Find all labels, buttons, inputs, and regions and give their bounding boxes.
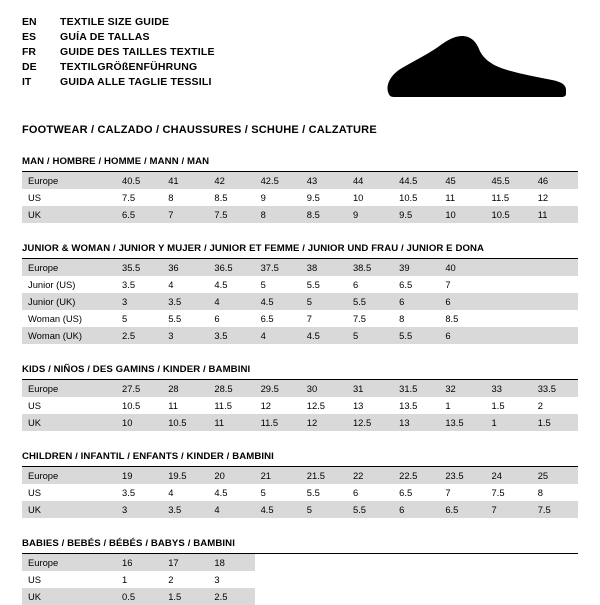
size-cell: 8	[537, 487, 543, 498]
size-cell: 3	[162, 327, 208, 344]
language-code: FR	[22, 46, 36, 58]
size-cell: 8.5	[301, 206, 347, 223]
size-cell: 7	[445, 279, 451, 290]
table-row	[22, 571, 578, 588]
size-cell: 5	[301, 501, 347, 518]
size-cell: 10.5	[162, 414, 208, 431]
size-cell	[532, 554, 578, 571]
size-cell	[255, 588, 301, 605]
language-title: GUÍA DE TALLAS	[60, 31, 150, 43]
size-cell: 7.5	[532, 501, 578, 518]
size-cell: 38	[301, 259, 347, 276]
table-row	[22, 189, 578, 206]
table-row	[22, 501, 578, 518]
size-cell: 5	[347, 327, 393, 344]
size-cell: 5.5	[306, 279, 320, 290]
size-cell: 46	[532, 172, 578, 189]
size-cell: 12.5	[347, 414, 393, 431]
size-cell: 39	[393, 259, 439, 276]
size-cell: 40	[439, 259, 485, 276]
size-cell: 1	[122, 574, 128, 585]
size-cell: 21.5	[301, 467, 347, 484]
size-cell: 4	[255, 327, 301, 344]
size-cell: 1.5	[491, 400, 505, 411]
table-row	[22, 397, 578, 414]
size-cell: 8	[255, 206, 301, 223]
size-cell: 3.5	[162, 501, 208, 518]
size-cell: 40.5	[116, 172, 162, 189]
table-row	[22, 484, 578, 501]
size-cell: 28.5	[208, 380, 254, 397]
size-cell: 6.5	[399, 487, 413, 498]
group-title: MAN / HOMBRE / HOMME / MANN / MAN	[22, 156, 210, 167]
size-cell: 6.5	[399, 279, 413, 290]
size-cell: 6	[393, 501, 439, 518]
group-babies	[22, 538, 578, 605]
size-cell: 27.5	[116, 380, 162, 397]
size-cell: 45.5	[486, 172, 532, 189]
size-cell	[532, 571, 578, 588]
language-row	[22, 46, 215, 61]
size-cell: 33.5	[532, 380, 578, 397]
size-cell: 43	[301, 172, 347, 189]
size-cell	[486, 259, 532, 276]
table-row	[22, 327, 578, 344]
row-label: US	[28, 400, 42, 411]
size-cell: 37.5	[255, 259, 301, 276]
size-cell: 13	[393, 414, 439, 431]
language-code: DE	[22, 61, 37, 73]
size-cell: 6.5	[260, 313, 274, 324]
size-cell	[347, 554, 393, 571]
language-row	[22, 16, 215, 31]
footwear-section-title: FOOTWEAR / CALZADO / CHAUSSURES / SCHUHE / CALZATURE	[22, 124, 377, 136]
language-row	[22, 31, 215, 46]
size-cell: 24	[486, 467, 532, 484]
size-cell: 10	[116, 414, 162, 431]
size-table	[22, 380, 578, 431]
size-cell: 4.5	[214, 279, 228, 290]
group-kids	[22, 364, 578, 431]
table-row	[22, 310, 578, 327]
table-row	[22, 467, 578, 484]
size-table	[22, 554, 578, 605]
size-cell: 2.5	[208, 588, 254, 605]
size-cell: 22.5	[393, 467, 439, 484]
row-label: US	[28, 574, 42, 585]
size-cell: 10.5	[122, 400, 141, 411]
group-title: CHILDREN / INFANTIL / ENFANTS / KINDER / BAMBINI	[22, 451, 274, 462]
size-cell: 12	[260, 400, 271, 411]
size-cell: 12.5	[306, 400, 325, 411]
size-cell	[486, 588, 532, 605]
size-cell	[486, 276, 532, 293]
row-label: Woman (US)	[28, 313, 83, 324]
size-cell: 31.5	[393, 380, 439, 397]
language-row	[22, 61, 215, 76]
size-cell: 41	[162, 172, 208, 189]
row-label: Europe	[22, 259, 116, 276]
size-cell: 0.5	[116, 588, 162, 605]
size-cell	[301, 588, 347, 605]
size-cell: 8.5	[445, 313, 459, 324]
size-cell: 44.5	[393, 172, 439, 189]
size-cell: 3	[116, 501, 162, 518]
size-cell	[532, 259, 578, 276]
size-cell: 25	[532, 467, 578, 484]
row-label: Woman (UK)	[22, 327, 116, 344]
size-cell: 11	[445, 192, 456, 203]
group-junior-woman	[22, 243, 578, 344]
size-cell: 4	[168, 487, 174, 498]
size-cell: 3	[116, 293, 162, 310]
row-label: US	[28, 487, 42, 498]
language-row	[22, 76, 215, 91]
row-label: UK	[22, 414, 116, 431]
size-cell: 11	[208, 414, 254, 431]
size-cell: 2	[168, 574, 174, 585]
group-title: BABIES / BEBÉS / BÉBÉS / BABYS / BAMBINI	[22, 538, 235, 549]
size-cell: 6.5	[116, 206, 162, 223]
row-label: Europe	[22, 380, 116, 397]
size-cell: 11.5	[214, 400, 232, 411]
size-cell	[486, 571, 532, 588]
size-cell: 4.5	[301, 327, 347, 344]
row-label: Europe	[22, 172, 116, 189]
size-cell	[532, 310, 578, 327]
size-cell: 12	[301, 414, 347, 431]
row-label: Junior (UK)	[22, 293, 116, 310]
size-cell	[486, 327, 532, 344]
table-row	[22, 554, 578, 571]
size-cell: 7	[306, 313, 312, 324]
table-row	[22, 259, 578, 276]
size-cell: 4	[208, 501, 254, 518]
size-cell: 3.5	[122, 279, 136, 290]
dress-shoe-icon	[380, 30, 570, 104]
table-row	[22, 588, 578, 605]
size-cell: 22	[347, 467, 393, 484]
size-cell: 5	[260, 279, 266, 290]
size-cell: 8	[399, 313, 405, 324]
size-cell: 3.5	[122, 487, 136, 498]
size-cell: 10.5	[399, 192, 418, 203]
size-cell: 5.5	[393, 327, 439, 344]
size-cell	[393, 588, 439, 605]
language-title: GUIDA ALLE TAGLIE TESSILI	[60, 76, 212, 88]
size-cell: 5.5	[347, 293, 393, 310]
size-cell	[301, 571, 347, 588]
table-row	[22, 276, 578, 293]
row-label: UK	[22, 206, 116, 223]
size-cell: 1.5	[162, 588, 208, 605]
group-title: KIDS / NIÑOS / DES GAMINS / KINDER / BAMBINI	[22, 364, 251, 375]
size-cell	[393, 554, 439, 571]
table-row	[22, 206, 578, 223]
size-cell	[255, 554, 301, 571]
size-cell: 6	[352, 279, 359, 290]
table-row	[22, 380, 578, 397]
size-cell: 7.5	[208, 206, 254, 223]
row-label: Europe	[22, 467, 116, 484]
size-cell: 7.5	[352, 313, 366, 324]
size-cell: 17	[162, 554, 208, 571]
size-cell: 9	[347, 206, 393, 223]
size-cell	[301, 554, 347, 571]
size-cell: 4	[168, 279, 174, 290]
size-cell: 11	[168, 400, 178, 411]
size-cell	[439, 571, 485, 588]
size-cell: 3	[214, 574, 220, 585]
size-cell: 8	[168, 192, 174, 203]
size-cell	[532, 588, 578, 605]
size-cell	[486, 293, 532, 310]
size-cell: 1.5	[532, 414, 578, 431]
size-cell: 6	[439, 293, 485, 310]
size-cell	[532, 293, 578, 310]
row-label: UK	[22, 501, 116, 518]
size-cell: 36.5	[208, 259, 254, 276]
size-cell: 13	[352, 400, 364, 411]
size-cell: 6	[352, 487, 359, 498]
language-code: IT	[22, 76, 32, 88]
group-children	[22, 451, 578, 518]
language-title: GUIDE DES TAILLES TEXTILE	[60, 46, 215, 58]
language-code: ES	[22, 31, 37, 43]
size-cell: 7	[486, 501, 532, 518]
table-row	[22, 293, 578, 310]
size-table	[22, 172, 578, 223]
size-cell: 9	[260, 192, 266, 203]
size-cell: 31	[347, 380, 393, 397]
size-cell	[486, 554, 532, 571]
size-cell: 29.5	[255, 380, 301, 397]
size-cell	[439, 554, 485, 571]
size-cell: 6	[214, 313, 220, 324]
size-cell: 44	[347, 172, 393, 189]
size-cell: 18	[208, 554, 254, 571]
size-cell	[255, 571, 301, 588]
size-cell	[486, 310, 532, 327]
size-cell: 7.5	[122, 192, 136, 203]
size-table	[22, 259, 578, 344]
size-cell: 2.5	[116, 327, 162, 344]
size-cell: 9.5	[306, 192, 320, 203]
size-cell: 7.5	[491, 487, 505, 498]
size-table	[22, 467, 578, 518]
size-cell: 42.5	[255, 172, 301, 189]
language-code: EN	[22, 16, 37, 28]
size-cell: 5.5	[168, 313, 182, 324]
size-cell: 5.5	[306, 487, 320, 498]
header	[22, 16, 578, 108]
table-row	[22, 172, 578, 189]
size-cell: 35.5	[116, 259, 162, 276]
size-cell: 4.5	[255, 293, 301, 310]
size-cell: 16	[116, 554, 162, 571]
size-cell: 6	[393, 293, 439, 310]
size-cell: 4.5	[255, 501, 301, 518]
size-cell: 6.5	[439, 501, 485, 518]
size-cell: 23.5	[439, 467, 485, 484]
size-cell: 10.5	[486, 206, 532, 223]
row-label: Junior (US)	[28, 279, 76, 290]
size-cell: 7	[162, 206, 208, 223]
size-cell	[393, 571, 439, 588]
size-cell: 3.5	[208, 327, 254, 344]
size-cell: 11.5	[255, 414, 301, 431]
language-title: TEXTILGRÖßENFÜHRUNG	[60, 61, 198, 73]
size-cell	[347, 571, 393, 588]
size-cell: 32	[439, 380, 485, 397]
size-cell: 4	[208, 293, 254, 310]
size-cell: 12	[537, 192, 549, 203]
size-cell: 13.5	[399, 400, 418, 411]
size-cell: 10	[352, 192, 364, 203]
size-cell: 21	[255, 467, 301, 484]
size-cell: 5	[260, 487, 266, 498]
size-cell: 30	[301, 380, 347, 397]
size-cell	[439, 588, 485, 605]
size-cell: 28	[162, 380, 208, 397]
size-cell: 33	[486, 380, 532, 397]
size-cell: 10	[439, 206, 485, 223]
size-cell: 8.5	[214, 192, 228, 203]
size-cell: 1	[445, 400, 451, 411]
size-cell: 36	[162, 259, 208, 276]
row-label: US	[28, 192, 42, 203]
size-cell: 20	[208, 467, 254, 484]
language-title-list	[22, 16, 215, 91]
size-cell: 5.5	[347, 501, 393, 518]
size-cell	[532, 327, 578, 344]
group-man	[22, 156, 578, 223]
size-cell	[532, 276, 578, 293]
size-cell: 19	[116, 467, 162, 484]
size-cell: 13.5	[439, 414, 485, 431]
size-cell: 38.5	[347, 259, 393, 276]
size-cell: 9.5	[393, 206, 439, 223]
size-cell: 7	[445, 487, 451, 498]
size-cell: 3.5	[162, 293, 208, 310]
row-label: UK	[22, 588, 116, 605]
group-title: JUNIOR & WOMAN / JUNIOR Y MUJER / JUNIOR ET FEMME / JUNIOR UND FRAU / JUNIOR E DONA	[22, 243, 485, 254]
size-cell: 1	[486, 414, 532, 431]
size-cell: 5	[122, 313, 128, 324]
size-cell: 42	[208, 172, 254, 189]
size-cell: 19.5	[162, 467, 208, 484]
size-cell: 2	[537, 400, 543, 411]
language-title: TEXTILE SIZE GUIDE	[60, 16, 170, 28]
size-cell: 45	[439, 172, 485, 189]
size-cell: 6	[439, 327, 485, 344]
size-cell: 11	[532, 206, 578, 223]
size-cell: 5	[301, 293, 347, 310]
size-cell: 4.5	[214, 487, 228, 498]
size-cell: 11.5	[491, 192, 510, 203]
size-cell	[347, 588, 393, 605]
table-row	[22, 414, 578, 431]
row-label: Europe	[22, 554, 116, 571]
